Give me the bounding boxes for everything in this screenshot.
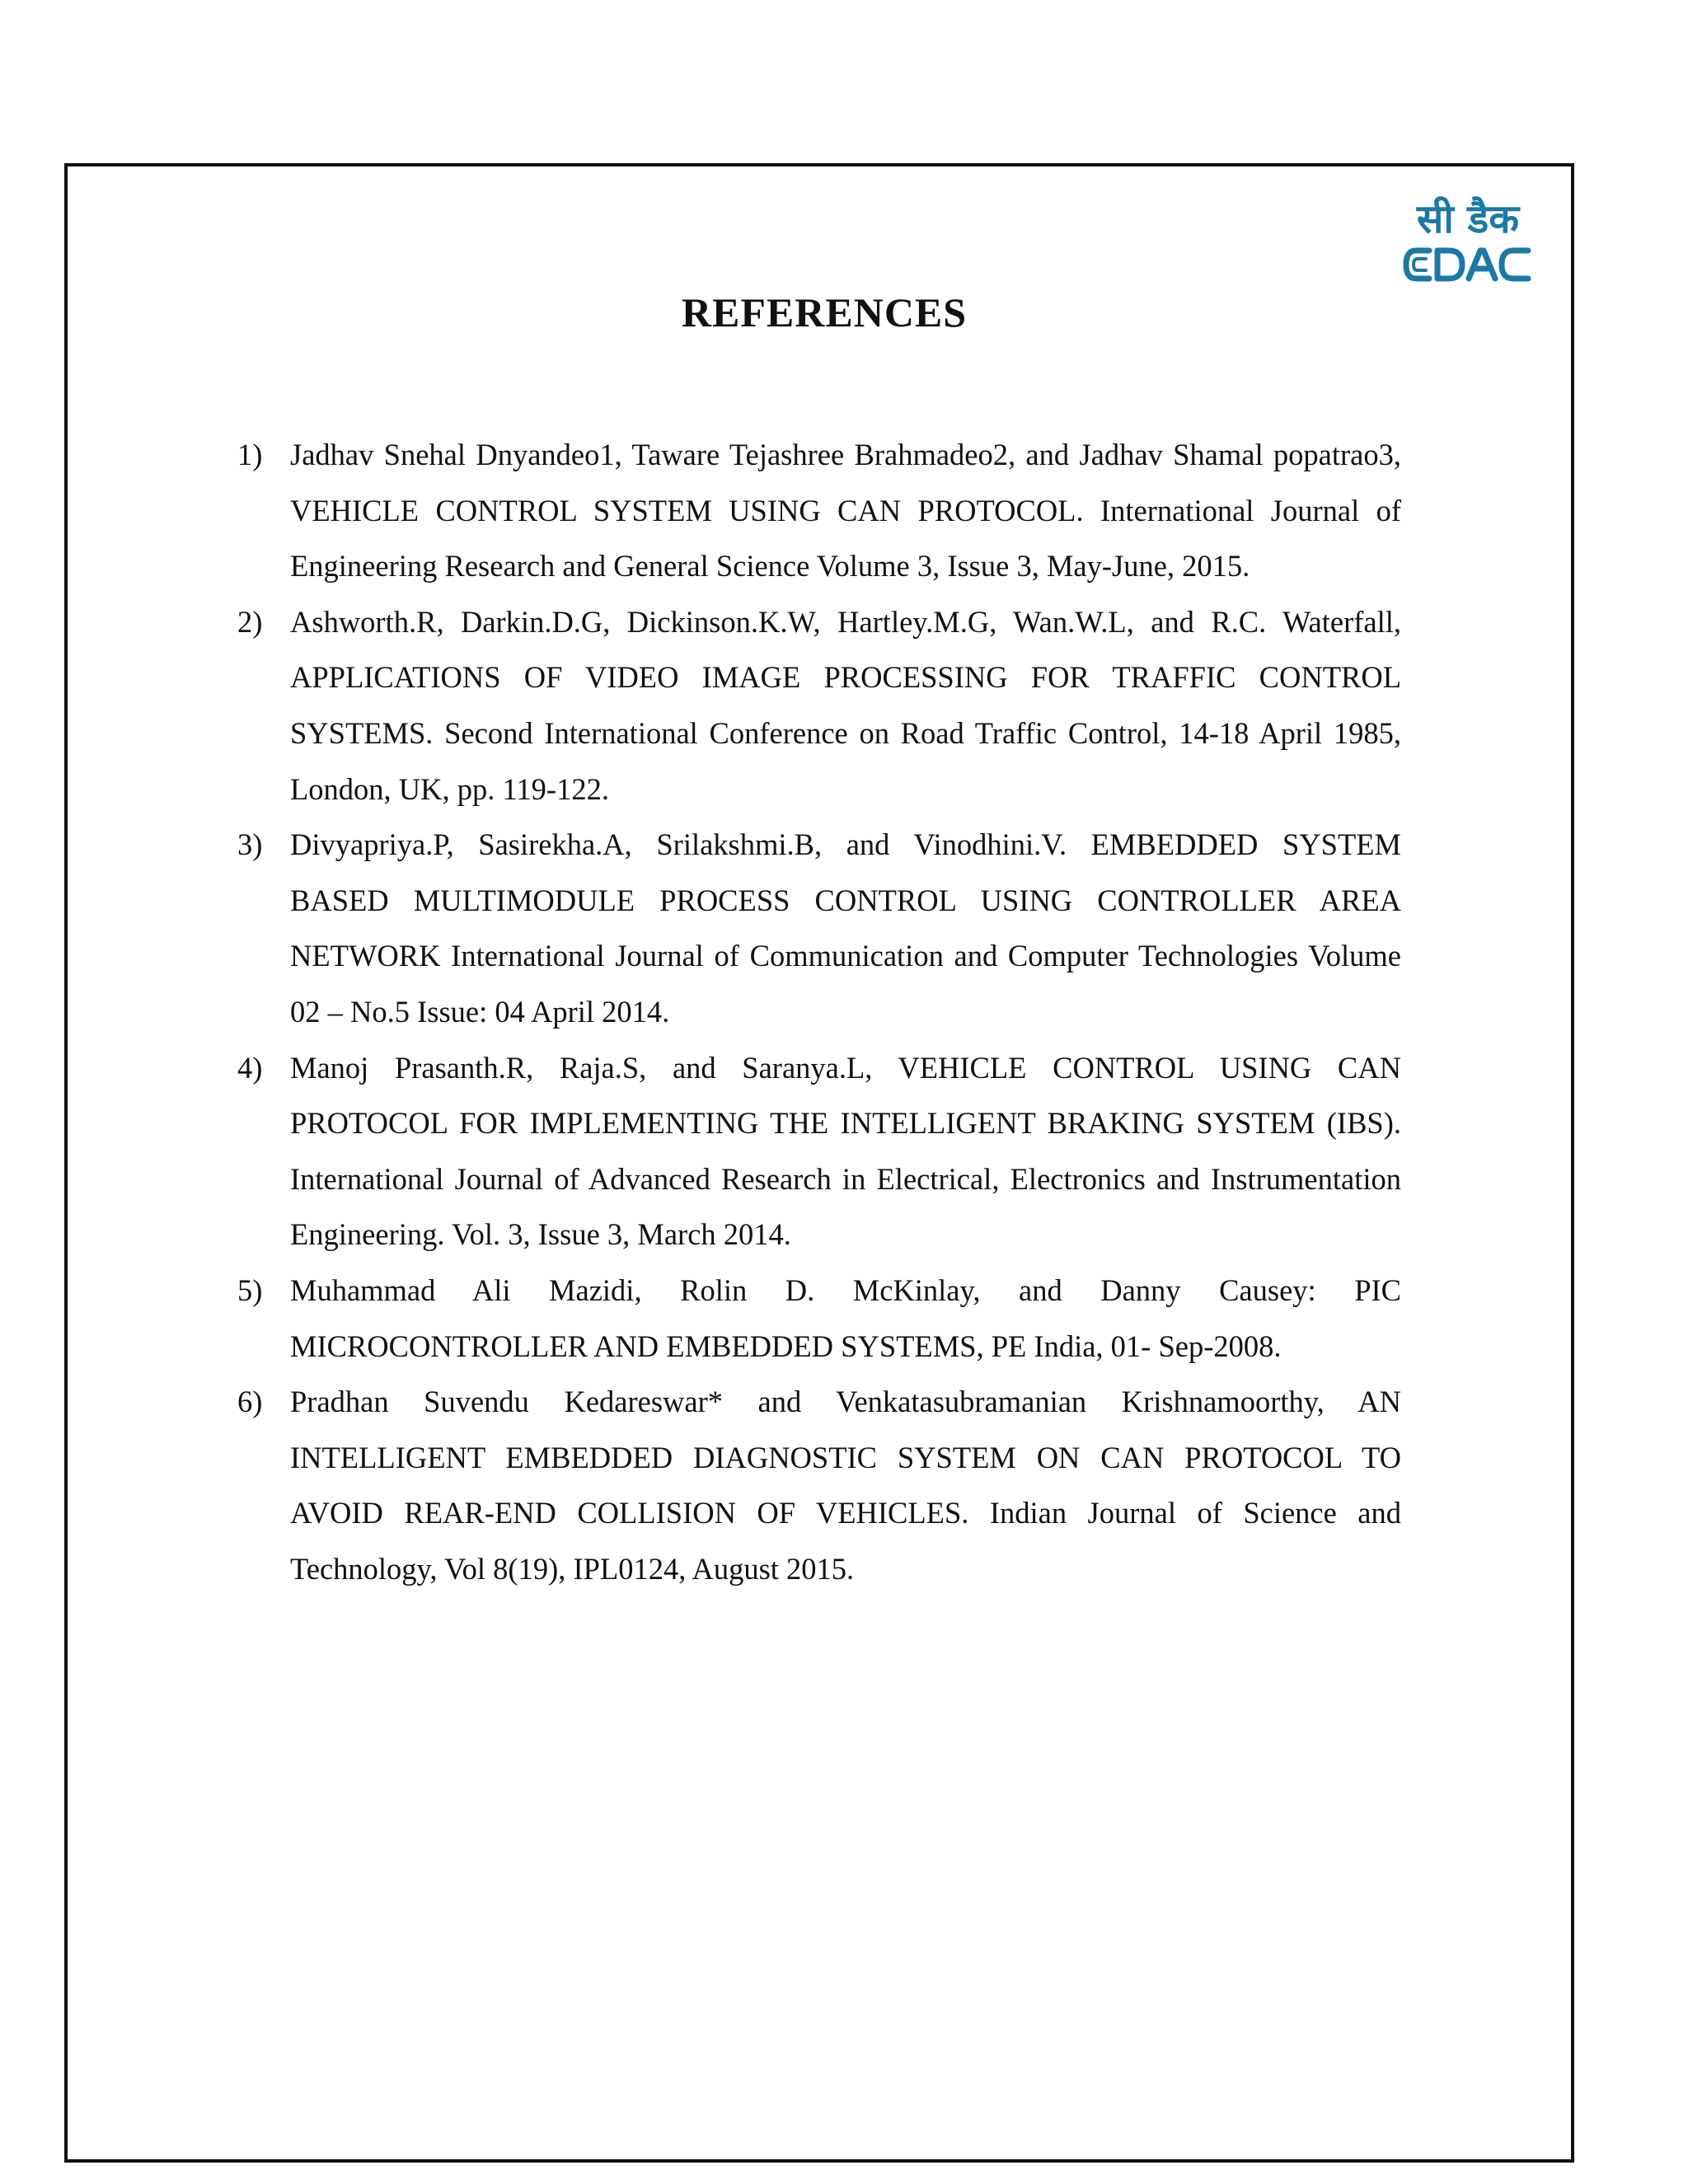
cdac-logo — [1401, 194, 1533, 287]
reference-text: Muhammad Ali Mazidi, Rolin D. McKinlay, and Danny Causey: PIC MICROCONTROLLER AND EMBEDDED SYSTEMS, PE India, 01- Sep-2008. — [290, 1272, 1401, 1363]
cdac-logo-mark — [1401, 242, 1533, 287]
reference-item — [237, 1040, 1401, 1263]
reference-list — [237, 427, 1401, 1596]
reference-item — [237, 817, 1401, 1039]
reference-item — [237, 1263, 1401, 1374]
reference-number: 5) — [237, 1272, 263, 1307]
reference-number: 1) — [237, 438, 263, 471]
reference-number: 6) — [237, 1385, 263, 1419]
reference-item — [237, 427, 1401, 594]
reference-number: 4) — [237, 1050, 263, 1085]
logo-hindi-text: सी डैक — [1416, 196, 1520, 242]
reference-item — [237, 1374, 1401, 1596]
page-title: REFERENCES — [681, 289, 968, 335]
reference-item — [237, 594, 1401, 817]
reference-text: Divyapriya.P, Sasirekha.A, Srilakshmi.B, and Vinodhini.V. EMBEDDED SYSTEM BASED MULTIMODULE PROCESS CONTROL USING CONTROLLER AREA NETWORK International Journal of Communication and Computer Technologies Volume 02 – No.5 Issue: 04 April 2014. — [290, 827, 1401, 1029]
reference-text: Manoj Prasanth.R, Raja.S, and Saranya.L, VEHICLE CONTROL USING CAN PROTOCOL FOR IMPLEMENTING THE INTELLIGENT BRAKING SYSTEM (IBS). International Journal of Advanced Research in Electrical, Electronics and Instrumentation Engineering. Vol. 3, Issue 3, March 2014. — [290, 1050, 1401, 1252]
reference-text: Jadhav Snehal Dnyandeo1, Taware Tejashree Brahmadeo2, and Jadhav Shamal popatrao3, VEHICLE CONTROL SYSTEM USING CAN PROTOCOL. International Journal of Engineering Research and General Science Volume 3, Issue 3, May-June, 2015. — [290, 438, 1401, 583]
reference-text: Pradhan Suvendu Kedareswar* and Venkatasubramanian Krishnamoorthy, AN INTELLIGENT EMBEDDED DIAGNOSTIC SYSTEM ON CAN PROTOCOL TO AVOID REAR-END COLLISION OF VEHICLES. Indian Journal of Science and Technology, Vol 8(19), IPL0124, August 2015. — [290, 1385, 1401, 1586]
reference-text: Ashworth.R, Darkin.D.G, Dickinson.K.W, Hartley.M.G, Wan.W.L, and R.C. Waterfall, APPLICATIONS OF VIDEO IMAGE PROCESSING FOR TRAFFIC CONTROL SYSTEMS. Second International Conference on Road Traffic Control, 14-18 April 1985, London, UK, pp. 119-122. — [290, 604, 1401, 806]
reference-number: 3) — [237, 827, 263, 862]
reference-number: 2) — [237, 604, 263, 639]
